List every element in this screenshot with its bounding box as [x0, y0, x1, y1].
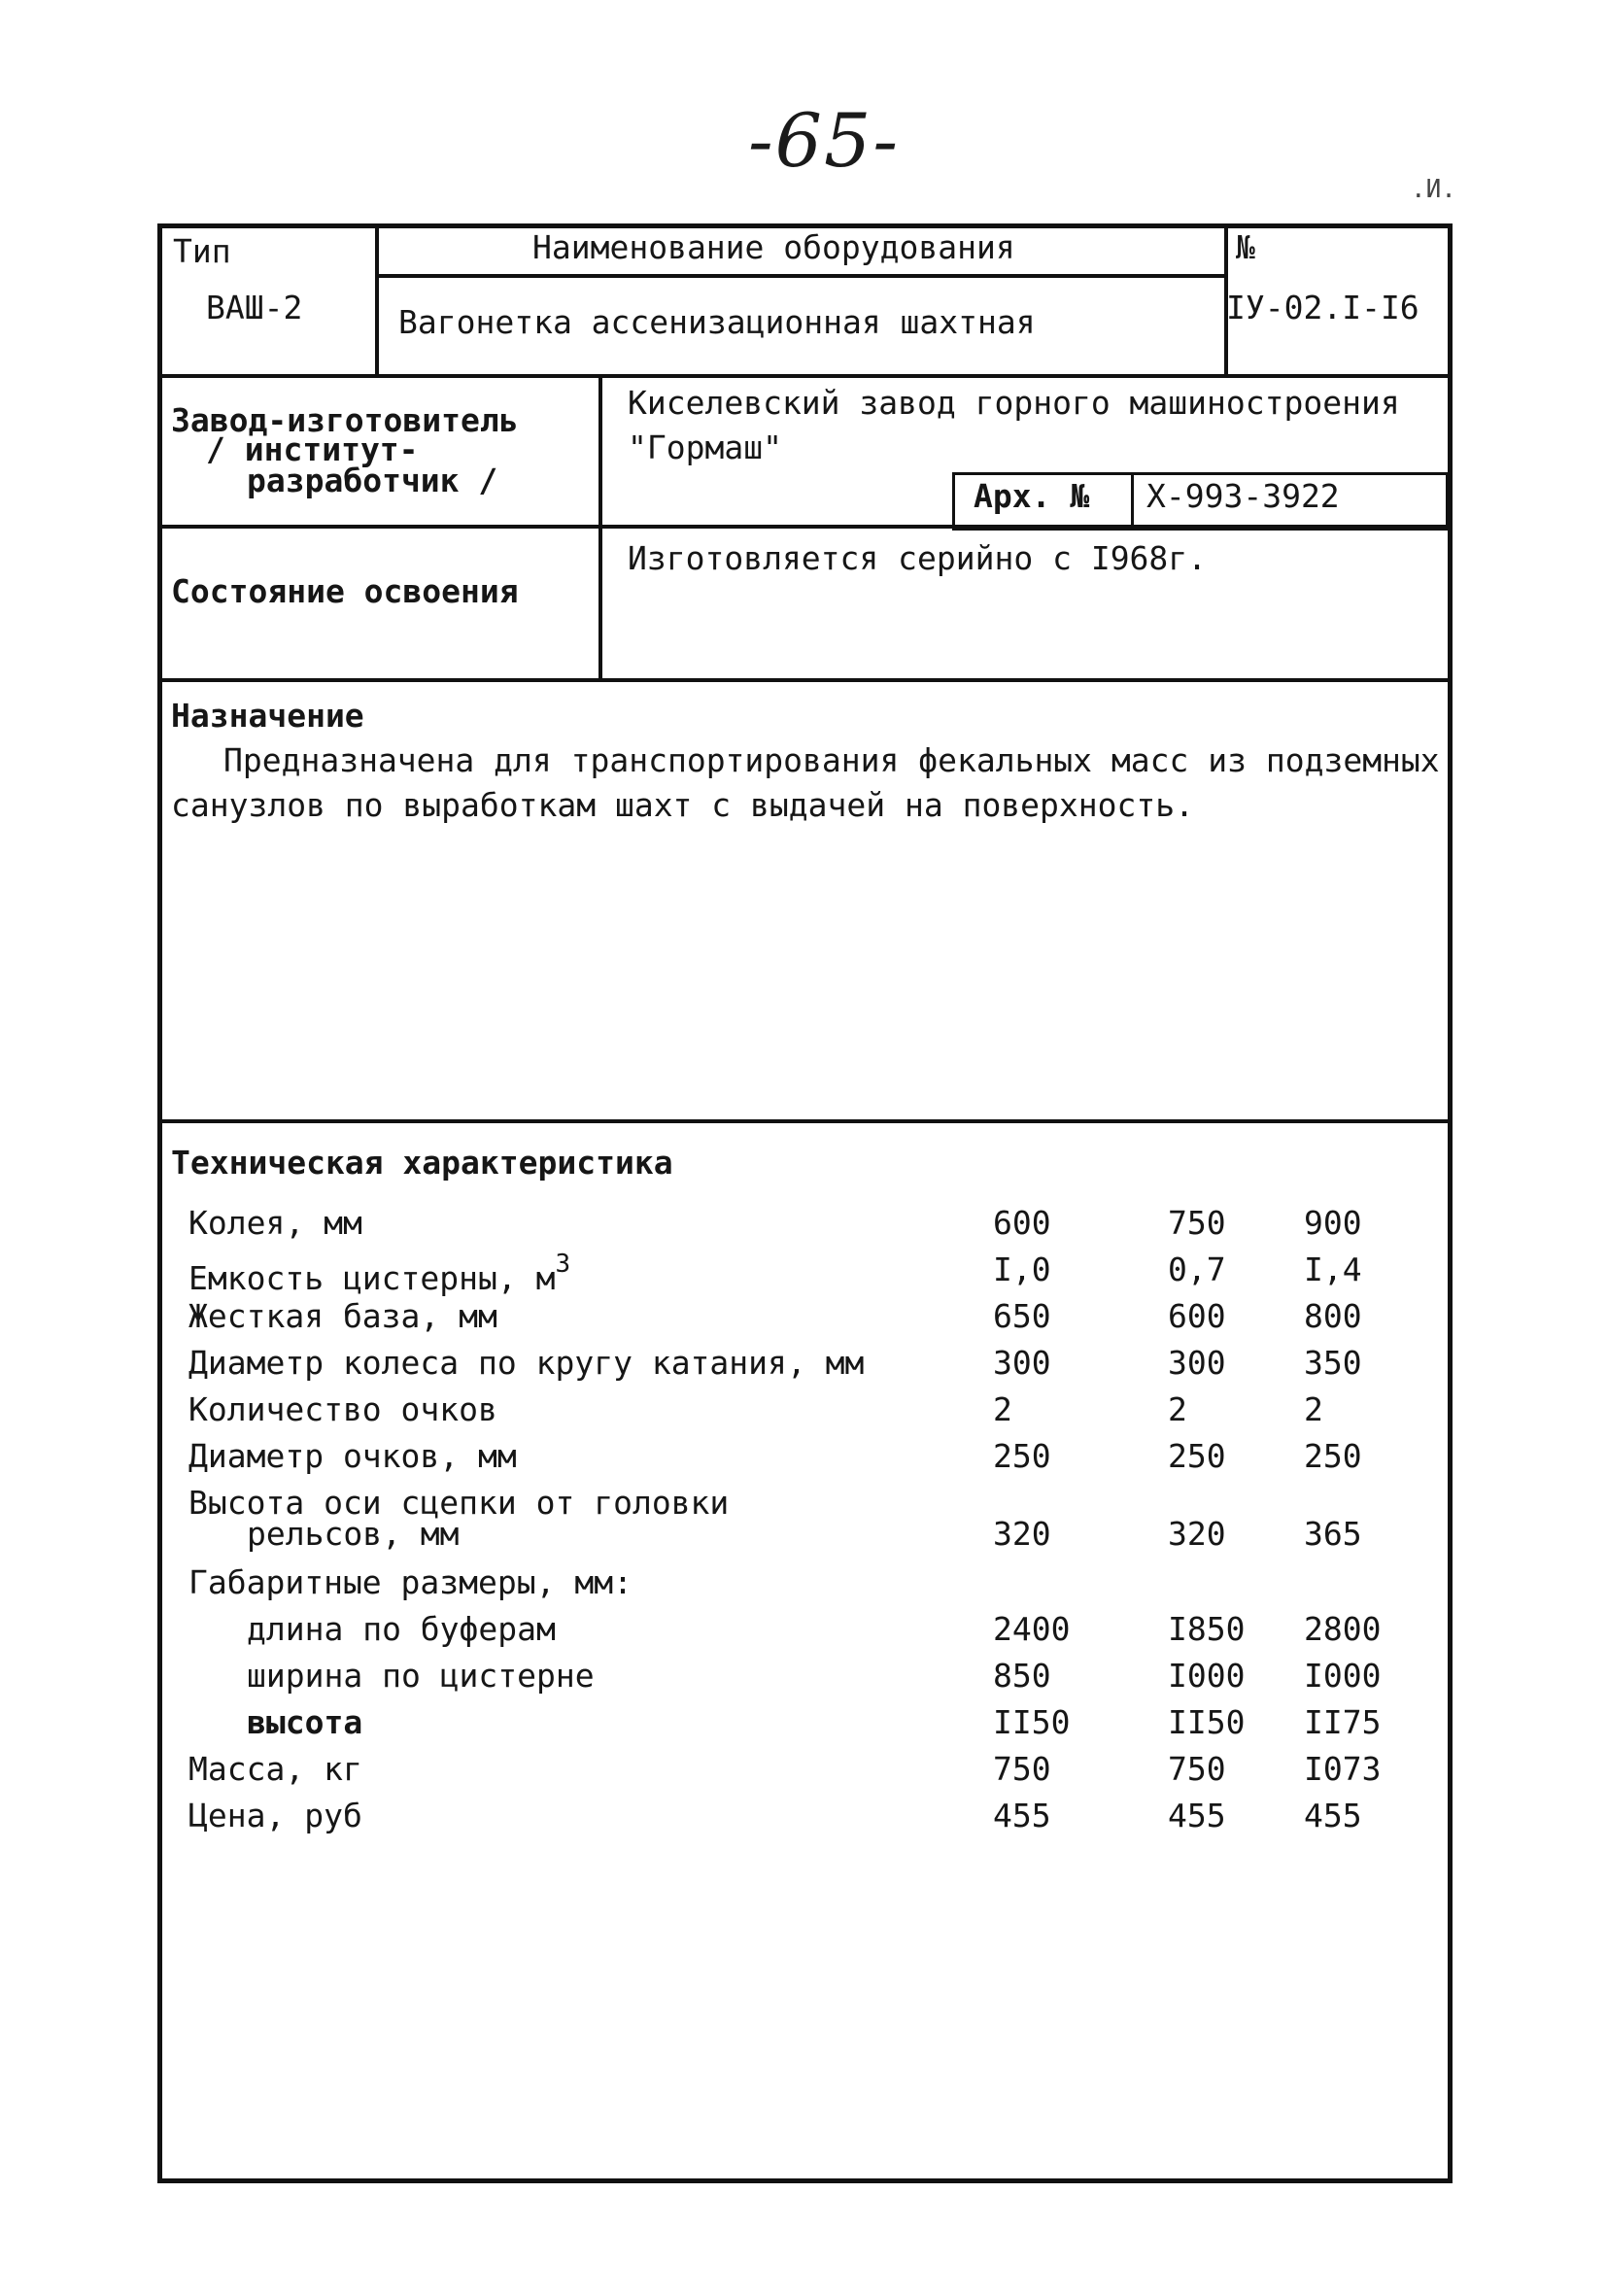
- spec-value: 300: [993, 1344, 1051, 1382]
- spec-value: 750: [1168, 1750, 1226, 1788]
- divider: [375, 223, 379, 376]
- spec-value: 455: [1168, 1797, 1226, 1834]
- spec-value: 2: [993, 1390, 1012, 1428]
- spec-value: 750: [1168, 1204, 1226, 1242]
- spec-value: 850: [993, 1657, 1051, 1695]
- spec-value: 2: [1168, 1390, 1187, 1428]
- spec-value: 2: [1304, 1390, 1323, 1428]
- spec-value: 2400: [993, 1610, 1071, 1648]
- spec-value: 455: [993, 1797, 1051, 1834]
- spec-value: 250: [1304, 1437, 1362, 1475]
- purpose-text: санузлов по выработкам шахт с выдачей на поверхность.: [171, 786, 1194, 824]
- spec-label: Цена, руб: [188, 1797, 362, 1834]
- spec-value: 900: [1304, 1204, 1362, 1242]
- spec-value: I,4: [1304, 1251, 1362, 1288]
- spec-value: 600: [993, 1204, 1051, 1242]
- spec-value: II75: [1304, 1703, 1382, 1741]
- spec-value: I,0: [993, 1251, 1051, 1288]
- spec-value: 250: [1168, 1437, 1226, 1475]
- spec-value: 350: [1304, 1344, 1362, 1382]
- spec-label: Емкость цистерны, $м^3$: [188, 1250, 571, 1297]
- spec-value: 365: [1304, 1515, 1362, 1553]
- manufacturer-value: Киселевский завод горного машиностроения: [628, 384, 1400, 422]
- spec-value: 300: [1168, 1344, 1226, 1382]
- purpose-label: Назначение: [171, 697, 364, 735]
- type-label: Тип: [173, 232, 231, 270]
- status-value: Изготовляется серийно с I968г.: [628, 539, 1208, 577]
- spec-label: Диаметр колеса по кругу катания, мм: [188, 1344, 865, 1382]
- spec-value: 750: [993, 1750, 1051, 1788]
- spec-value: I850: [1168, 1610, 1246, 1648]
- spec-label: Количество очков: [188, 1390, 497, 1428]
- spec-label: Колея, мм: [188, 1204, 362, 1242]
- number-label: №: [1236, 228, 1255, 266]
- page-number: -65-: [748, 97, 901, 184]
- divider: [1131, 472, 1134, 527]
- spec-value: 2800: [1304, 1610, 1382, 1648]
- manufacturer-label: Завод-изготовитель: [171, 401, 519, 439]
- corner-mark: .И.: [1411, 175, 1456, 204]
- spec-label: Диаметр очков, мм: [188, 1437, 517, 1475]
- specs-title: Техническая характеристика: [171, 1144, 673, 1182]
- spec-value: 650: [993, 1297, 1051, 1335]
- spec-value: I000: [1168, 1657, 1246, 1695]
- spec-value: 250: [993, 1437, 1051, 1475]
- spec-value: 600: [1168, 1297, 1226, 1335]
- manufacturer-label: разработчик /: [247, 462, 498, 499]
- name-label: Наименование оборудования: [532, 228, 1015, 266]
- spec-value: II50: [993, 1703, 1071, 1741]
- divider: [157, 678, 1448, 682]
- spec-value: 320: [993, 1515, 1051, 1553]
- divider: [157, 374, 1448, 378]
- spec-label: рельсов, мм: [247, 1515, 460, 1553]
- status-label: Состояние освоения: [171, 572, 519, 610]
- name-value: Вагонетка ассенизационная шахтная: [398, 303, 1036, 341]
- manufacturer-value: "Гормаш": [628, 428, 782, 466]
- spec-label: Масса, кг: [188, 1750, 362, 1788]
- spec-value: II50: [1168, 1703, 1246, 1741]
- archive-value: Х-993-3922: [1146, 477, 1340, 515]
- number-value: IУ-02.I-I6: [1226, 289, 1419, 326]
- divider: [157, 1119, 1448, 1123]
- archive-label: Арх. №: [974, 477, 1090, 515]
- spec-label: высота: [247, 1703, 363, 1741]
- manufacturer-label: / институт-: [206, 430, 419, 468]
- spec-value: I073: [1304, 1750, 1382, 1788]
- spec-label: Габаритные размеры, мм:: [188, 1563, 633, 1601]
- spec-value: 0,7: [1168, 1251, 1226, 1288]
- spec-label: длина по буферам: [247, 1610, 556, 1648]
- divider: [375, 274, 1226, 278]
- spec-value: I000: [1304, 1657, 1382, 1695]
- spec-label: Высота оси сцепки от головки: [188, 1484, 730, 1522]
- type-value: ВАШ-2: [206, 289, 303, 326]
- spec-label: Жесткая база, мм: [188, 1297, 497, 1335]
- spec-value: 800: [1304, 1297, 1362, 1335]
- spec-value: 320: [1168, 1515, 1226, 1553]
- spec-value: 455: [1304, 1797, 1362, 1834]
- spec-label: ширина по цистерне: [247, 1657, 595, 1695]
- purpose-text: Предназначена для транспортирования фекальных масс из подземных: [223, 741, 1440, 779]
